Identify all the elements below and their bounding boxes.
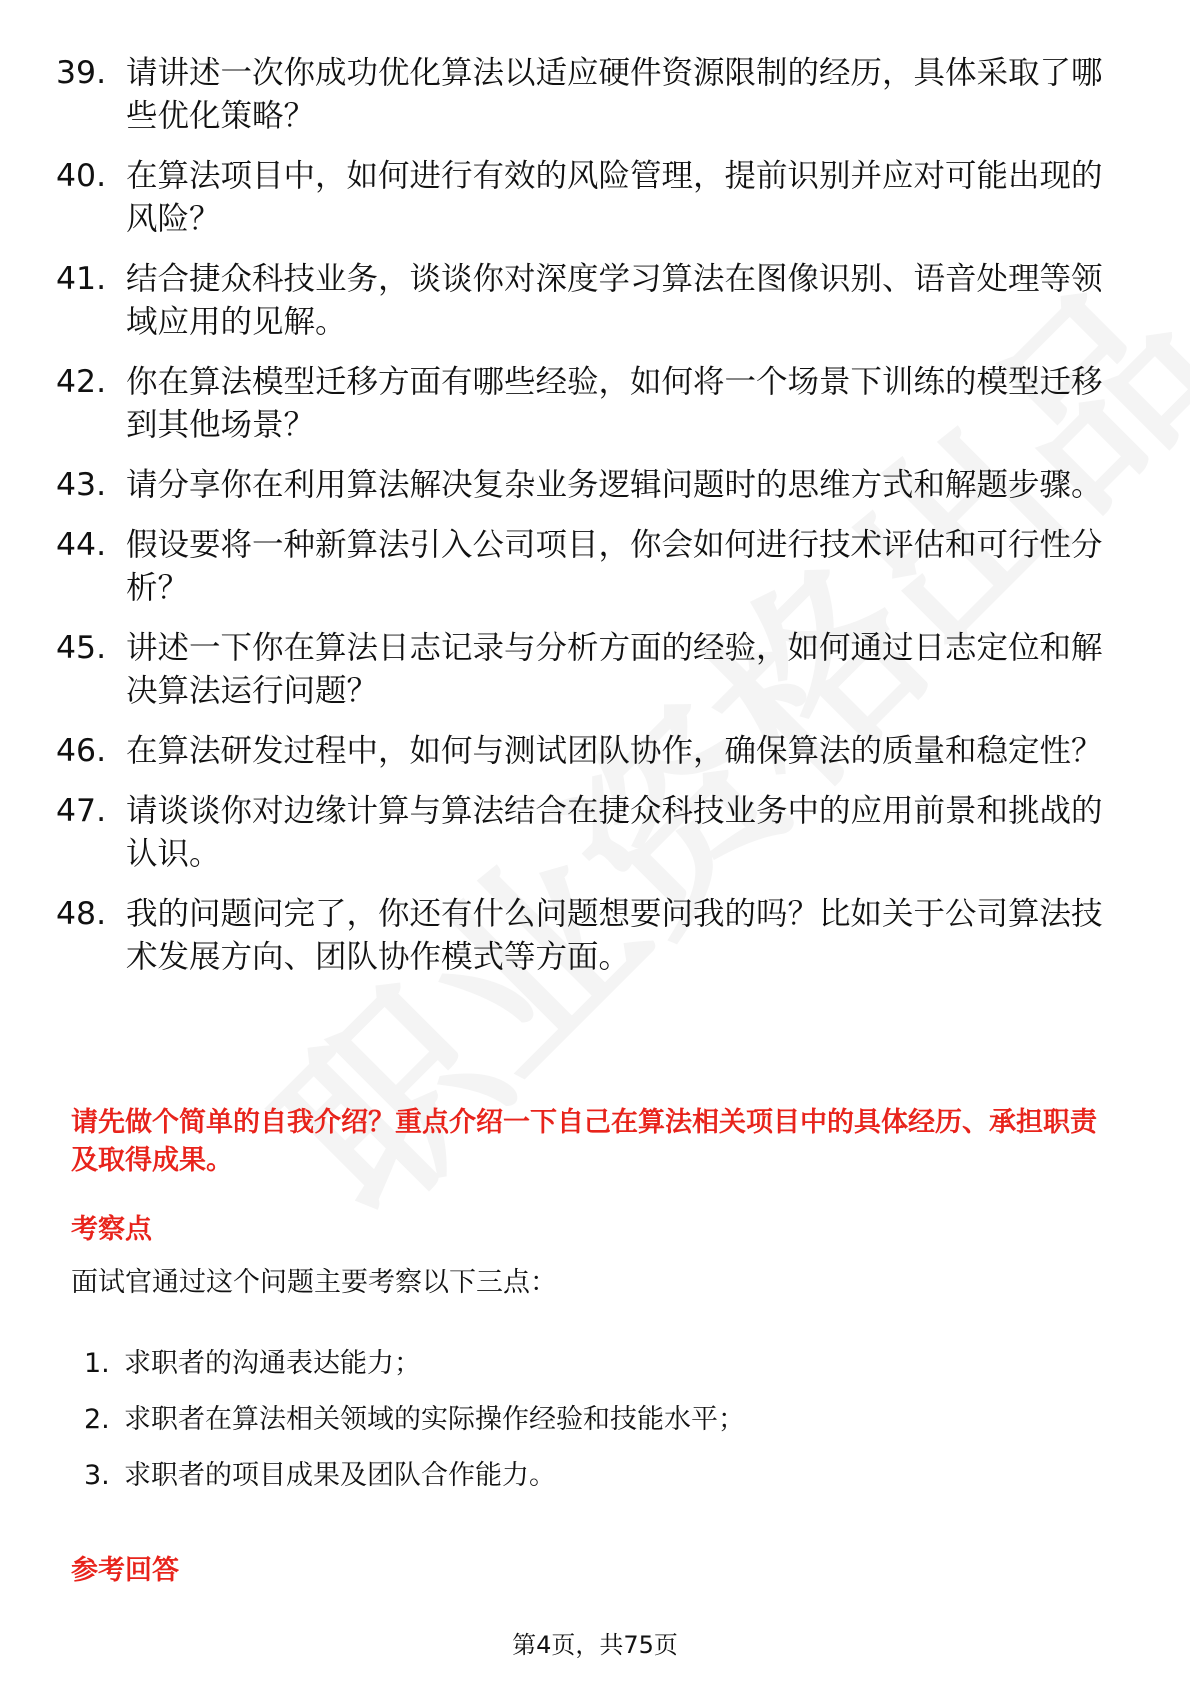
question-number: 45.: [56, 630, 107, 666]
question-number: 43.: [56, 467, 107, 503]
question-item: [56, 524, 1116, 610]
exam-points-list: [84, 1346, 745, 1514]
question-item: [56, 464, 1116, 507]
question-item: [56, 155, 1116, 241]
exam-point-text: 求职者的沟通表达能力；: [124, 1348, 421, 1379]
exam-points-label: 考察点: [71, 1214, 152, 1245]
question-item: [56, 627, 1116, 713]
question-text: 你在算法模型迁移方面有哪些经验，如何将一个场景下训练的模型迁移到其他场景？: [126, 364, 1103, 443]
exam-point-text: 求职者在算法相关领域的实际操作经验和技能水平；: [124, 1404, 745, 1435]
question-item: [56, 52, 1116, 138]
question-text: 结合捷众科技业务，谈谈你对深度学习算法在图像识别、语音处理等领域应用的见解。: [126, 261, 1103, 340]
exam-point-number: 3.: [84, 1460, 110, 1491]
exam-point-text: 求职者的项目成果及团队合作能力。: [124, 1460, 556, 1491]
question-text: 我的问题问完了，你还有什么问题想要问我的吗？比如关于公司算法技术发展方向、团队协作模式等方面。: [126, 896, 1103, 975]
question-number: 41.: [56, 261, 107, 297]
question-number: 39.: [56, 55, 107, 91]
question-number: 47.: [56, 793, 107, 829]
exam-point-item: [84, 1458, 745, 1494]
question-text: 讲述一下你在算法日志记录与分析方面的经验，如何通过日志定位和解决算法运行问题？: [126, 630, 1103, 709]
question-number: 42.: [56, 364, 107, 400]
exam-point-number: 2.: [84, 1404, 110, 1435]
question-number: 48.: [56, 896, 107, 932]
page-footer: 第4页，共75页: [512, 1631, 678, 1659]
question-item: [56, 893, 1116, 979]
question-text: 在算法研发过程中，如何与测试团队协作，确保算法的质量和稳定性？: [126, 733, 1103, 769]
question-text: 在算法项目中，如何进行有效的风险管理，提前识别并应对可能出现的风险？: [126, 158, 1103, 237]
question-number: 44.: [56, 527, 107, 563]
exam-point-number: 1.: [84, 1348, 110, 1379]
question-item: [56, 258, 1116, 344]
reference-answer-label: 参考回答: [71, 1555, 179, 1586]
exam-points-intro: 面试官通过这个问题主要考察以下三点：: [71, 1267, 557, 1298]
question-list: [56, 52, 1116, 996]
question-text: 请分享你在利用算法解决复杂业务逻辑问题时的思维方式和解题步骤。: [126, 467, 1103, 503]
exam-point-item: [84, 1346, 745, 1382]
question-item: [56, 790, 1116, 876]
exam-point-item: [84, 1402, 745, 1438]
question-text: 请谈谈你对边缘计算与算法结合在捷众科技业务中的应用前景和挑战的认识。: [126, 793, 1103, 872]
highlight-question: 请先做个简单的自我介绍？重点介绍一下自己在算法相关项目中的具体经历、承担职责及取得成果。: [71, 1107, 1097, 1176]
question-text: 请讲述一次你成功优化算法以适应硬件资源限制的经历，具体采取了哪些优化策略？: [126, 55, 1103, 134]
question-item: [56, 361, 1116, 447]
question-number: 46.: [56, 733, 107, 769]
question-item: [56, 730, 1116, 773]
question-number: 40.: [56, 158, 107, 194]
question-text: 假设要将一种新算法引入公司项目，你会如何进行技术评估和可行性分析？: [126, 527, 1103, 606]
